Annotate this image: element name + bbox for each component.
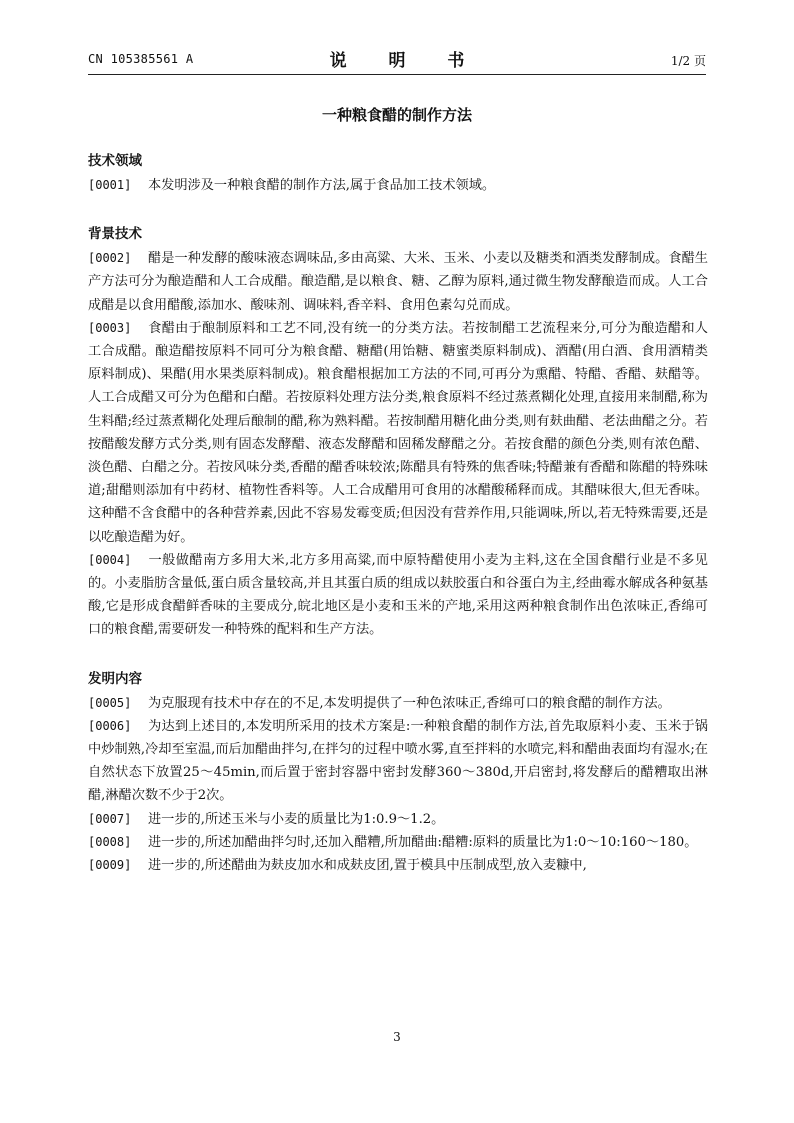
- paragraph-text: 醋是一种发酵的酸味液态调味品,多由高粱、大米、玉米、小麦以及糖类和酒类发酵制成。食醋生产方法可分为酿造醋和人工合成醋。酿造醋,是以粮食、糖、乙醇为原料,通过微生物发酵酿造而成。人工合成醋是以食用醋酸,添加水、酸味剂、调味料,香辛料、食用色素勾兑而成。: [88, 251, 708, 313]
- paragraph-text: 进一步的,所述醋曲为麸皮加水和成麸皮团,置于模具中压制成型,放入麦糠中,: [148, 858, 587, 874]
- paragraph-0002: [88, 247, 708, 317]
- header-divider: [88, 74, 706, 75]
- paragraph-number: [0001]: [88, 178, 132, 192]
- page-indicator: 1/2 页: [670, 54, 706, 68]
- document-type-label: 说 明 书: [329, 51, 483, 71]
- paragraph-number: [0004]: [88, 552, 132, 567]
- paragraph-0008: [88, 831, 708, 854]
- patent-number: CN 105385561 A: [88, 52, 194, 66]
- section-heading-invention: 发明内容: [88, 670, 142, 687]
- paragraph-text: 一般做醋南方多用大米,北方多用高粱,而中原特醋使用小麦为主料,这在全国食醋行业是不多见的。小麦脂肪含量低,蛋白质含量较高,并且其蛋白质的组成以麸胶蛋白和谷蛋白为主,经曲霉水解成各种氨基酸,它是形成食醋鲜香味的主要成分,皖北地区是小麦和玉米的产地,采用这两种粮食制作出色浓味正,香绵可口的粮食醋,需要研发一种特殊的配料和生产方法。: [88, 552, 708, 638]
- paragraph-0007: [88, 808, 708, 831]
- paragraph-0009: [88, 854, 708, 877]
- page-header: [88, 48, 706, 72]
- paragraph-text: 为达到上述目的,本发明所采用的技术方案是:一种粮食醋的制作方法,首先取原料小麦、玉米于锅中炒制熟,冷却至室温,而后加醋曲拌匀,在拌匀的过程中喷水雾,直至拌料的水喷完,料和醋曲表面均有湿水;在自然状态下放置25～45min,而后置于密封容器中密封发酵360～380d,开启密封,将发酵后的醋糟取出淋醋,淋醋次数不少于2次。: [88, 718, 708, 804]
- paragraph-number: [0008]: [88, 834, 132, 849]
- paragraph-text: 为克服现有技术中存在的不足,本发明提供了一种色浓味正,香绵可口的粮食醋的制作方法。: [148, 695, 671, 711]
- paragraph-number: [0007]: [88, 811, 132, 826]
- paragraph-number: [0009]: [88, 858, 132, 873]
- paragraph-0001: [88, 174, 708, 197]
- document-body: [88, 150, 708, 877]
- paragraph-number: [0002]: [88, 251, 132, 266]
- paragraph-text: 进一步的,所述加醋曲拌匀时,还加入醋糟,所加醋曲:醋糟:原料的质量比为1:0～10:160～180。: [148, 834, 698, 850]
- document-title: 一种粮食醋的制作方法: [321, 106, 472, 124]
- paragraph-text: 进一步的,所述玉米与小麦的质量比为1:0.9～1.2。: [148, 811, 445, 827]
- paragraph-0003: [88, 317, 708, 549]
- paragraph-0004: [88, 549, 708, 642]
- paragraph-0006: [88, 715, 708, 808]
- section-heading-field: 技术领域: [88, 153, 142, 169]
- paragraph-text: 食醋由于酿制原料和工艺不同,没有统一的分类方法。若按制醋工艺流程来分,可分为酿造醋和人工合成醋。酿造醋按原料不同可分为粮食醋、糖醋(用饴糖、糖蜜类原料制成)、酒醋(用白酒、食用酒精类原料制成)、果醋(用水果类原料制成)。粮食醋根据加工方法的不同,可再分为熏醋、特醋、香醋、麸醋等。人工合成醋又可分为色醋和白醋。若按原料处理方法分类,粮食原料不经过蒸煮糊化处理,直接用来制醋,称为生料醋;经过蒸煮糊化处理后酿制的醋,称为熟料醋。若按制醋用糖化曲分类,则有麸曲醋、老法曲醋之分。若按醋酸发酵方式分类,则有固态发酵醋、液态发酵醋和固稀发酵醋之分。若按食醋的颜色分类,则有浓色醋、淡色醋、白醋之分。若按风味分类,香醋的醋香味较浓;陈醋具有特殊的焦香味;特醋兼有香醋和陈醋的特殊味道;甜醋则添加有中药材、植物性香料等。人工合成醋用可食用的冰醋酸稀释而成。其醋味很大,但无香味。这种醋不含食醋中的各种营养素,因此不容易发霉变质;但因没有营养作用,只能调味,所以,若无特殊需要,还是以吃酿造醋为好。: [88, 320, 708, 545]
- paragraph-0005: [88, 692, 708, 715]
- paragraph-number: [0006]: [88, 718, 132, 733]
- paragraph-text: 本发明涉及一种粮食醋的制作方法,属于食品加工技术领域。: [148, 178, 496, 193]
- paragraph-number: [0003]: [88, 320, 132, 335]
- paragraph-number: [0005]: [88, 695, 132, 710]
- page-number: 3: [393, 1030, 401, 1044]
- section-heading-background: 背景技术: [88, 226, 142, 243]
